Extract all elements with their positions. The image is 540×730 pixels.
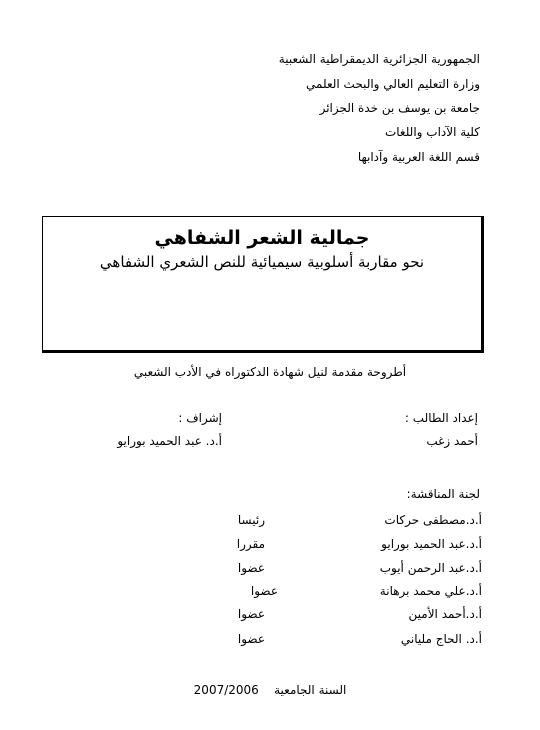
- committee-member-role: مقررا: [236, 537, 265, 551]
- header-faculty: كلية الآداب واللغات: [384, 125, 480, 139]
- thesis-title: جمالية الشعر الشفاهي: [154, 227, 370, 249]
- header-ministry: وزارة التعليم العالي والبحث العلمي: [306, 77, 480, 91]
- committee-member-name: أ.د.عبد الحميد بورايو: [381, 537, 482, 551]
- header-republic: الجمهورية الجزائرية الديمقراطية الشعبية: [278, 52, 480, 66]
- committee-member-role: عضوا: [237, 561, 265, 575]
- header-department: قسم اللغة العربية وآدابها: [357, 150, 480, 164]
- title-box: [42, 216, 484, 353]
- academic-year: [0, 683, 540, 697]
- student-name: أحمد زغب: [426, 434, 478, 448]
- academic-year-value: 2007/2006: [193, 683, 259, 697]
- committee-label: لجنة المناقشة:: [406, 487, 480, 501]
- committee-member-role: عضوا: [237, 632, 265, 646]
- header-university: جامعة بن يوسف بن خدة الجزائر: [319, 101, 480, 115]
- committee-member-name: أ.د.أحمد الأمين: [408, 607, 482, 621]
- committee-member-name: أ.د.عبد الرحمن أيوب: [379, 561, 482, 575]
- committee-member-role: عضوا: [250, 584, 278, 598]
- committee-member-name: أ.د.مصطفى حركات: [384, 513, 482, 527]
- supervisor-label: إشراف :: [178, 411, 222, 425]
- committee-member-name: أ.د.علي محمد برهانة: [379, 584, 482, 598]
- committee-member-role: رئيسا: [237, 513, 265, 527]
- thesis-statement: أطروحة مقدمة لنيل شهادة الدكتوراه في الأدب الشعبي: [133, 365, 407, 379]
- committee-member-name: أ.د. الحاج ملياني: [400, 632, 482, 646]
- academic-year-label: السنة الجامعية: [274, 683, 347, 697]
- student-label: إعداد الطالب :: [404, 411, 478, 425]
- thesis-subtitle: نحو مقاربة أسلوبية سيميائية للنص الشعري الشفاهي: [99, 253, 425, 271]
- supervisor-name: أ.د. عبد الحميد بورايو: [117, 434, 222, 448]
- committee-member-role: عضوا: [237, 607, 265, 621]
